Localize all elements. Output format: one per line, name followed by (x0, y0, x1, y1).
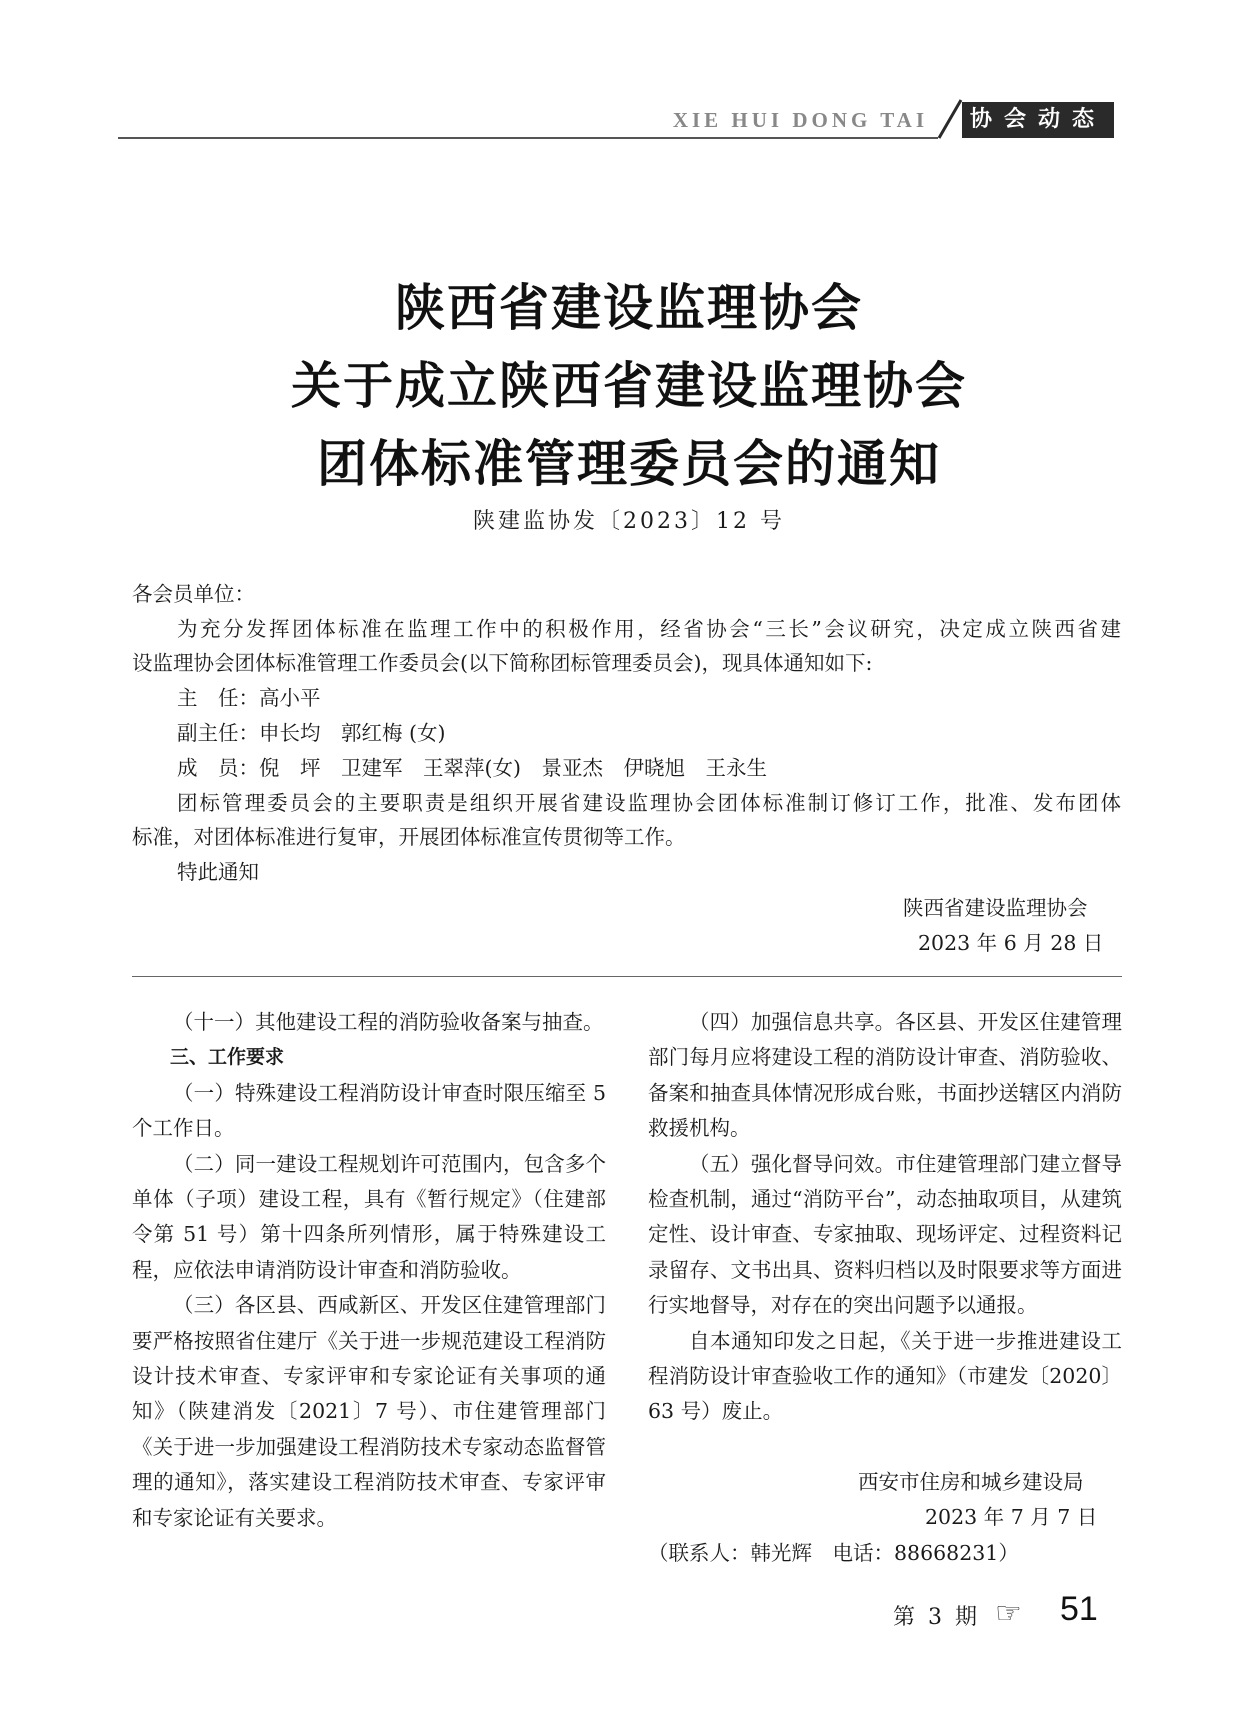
intro-line-2: 设监理协会团体标准管理工作委员会(以下简称团标管理委员会)，现具体通知如下: (132, 651, 873, 675)
page-number: 51 (1060, 1590, 1098, 1628)
document-number: 陕建监协发〔2023〕12 号 (473, 509, 785, 534)
section-divider (132, 976, 1122, 977)
contact-info: （联系人：韩光辉 电话：88668231） (648, 1541, 1019, 1565)
title-line-2: 关于成立陕西省建设监理协会 (291, 357, 967, 415)
paragraph-requirement-1: （一）特殊建设工程消防设计审查时限压缩至 5 个工作日。 (132, 1080, 606, 1141)
salutation: 各会员单位： (132, 582, 255, 606)
signature-date: 2023 年 6 月 28 日 (918, 931, 1104, 955)
duties-line-1: 团标管理委员会的主要职责是组织开展省建设监理协会团体标准制订修订工作，批准、发布团体 (177, 791, 1121, 815)
issue-label: 第 3 期 (893, 1605, 980, 1630)
pointing-hand-icon: ☞ (995, 1596, 1022, 1631)
paragraph-effective-notice: 自本通知印发之日起，《关于进一步推进建设工程消防设计审查验收工作的通知》（市建发〔2020〕63 号）废止。 (648, 1328, 1122, 1424)
right-column (648, 1005, 1122, 1430)
section-badge: 协会动态 (962, 102, 1114, 138)
bureau-signature: 西安市住房和城乡建设局 (858, 1470, 1084, 1494)
paragraph-requirement-2: （二）同一建设工程规划许可范围内，包含多个单体（子项）建设工程，具有《暂行规定》（住建部令第 51 号）第十四条所列情形，属于特殊建设工程，应依法申请消防设计审查和消防验收。 (132, 1151, 606, 1282)
director-line: 主 任：高小平 (177, 686, 321, 710)
signature-organization: 陕西省建设监理协会 (903, 896, 1088, 920)
title-line-1: 陕西省建设监理协会 (395, 279, 863, 337)
section-latin-title: XIE HUI DONG TAI (672, 108, 928, 132)
header-rule (118, 137, 938, 139)
closing-line: 特此通知 (177, 860, 259, 884)
title-line-3: 团体标准管理委员会的通知 (317, 435, 941, 493)
deputy-directors-line: 副主任：申长均 郭红梅 (女) (177, 721, 446, 745)
members-line: 成 员：倪 坪 卫建军 王翠萍(女) 景亚杰 伊晓旭 王永生 (177, 756, 767, 780)
section-heading: 三、工作要求 (170, 1046, 285, 1069)
bureau-date: 2023 年 7 月 7 日 (925, 1505, 1098, 1529)
paragraph-requirement-5: （五）强化督导问效。市住建管理部门建立督导检查机制，通过“消防平台”，动态抽取项目，从建筑定性、设计审查、专家抽取、现场评定、过程资料记录留存、文书出具、资料归档以及时限要求等方面进行实地督导，对存在的突出问题予以通报。 (648, 1151, 1122, 1318)
header-slash-decoration (935, 96, 965, 142)
duties-line-2: 标准，对团体标准进行复审，开展团体标准宣传贯彻等工作。 (132, 825, 686, 849)
paragraph-requirement-3: （三）各区县、西咸新区、开发区住建管理部门要严格按照省住建厅《关于进一步规范建设工程消防设计技术审查、专家评审和专家论证有关事项的通知》（陕建消发〔2021〕7 号）、市住建管理部门《关于进一步加强建设工程消防技术专家动态监督管理的通知》，落实建设工程消防技术审查、专家评审和专家论证有关要求。 (132, 1293, 606, 1530)
intro-line-1: 为充分发挥团体标准在监理工作中的积极作用，经省协会“三长”会议研究，决定成立陕西省建 (177, 617, 1121, 641)
left-column (132, 1005, 606, 1536)
paragraph-requirement-4: （四）加强信息共享。各区县、开发区住建管理部门每月应将建设工程的消防设计审查、消防验收、备案和抽查具体情况形成台账，书面抄送辖区内消防救援机构。 (648, 1010, 1122, 1141)
paragraph-item-11: （十一）其他建设工程的消防验收备案与抽查。 (173, 1010, 604, 1034)
